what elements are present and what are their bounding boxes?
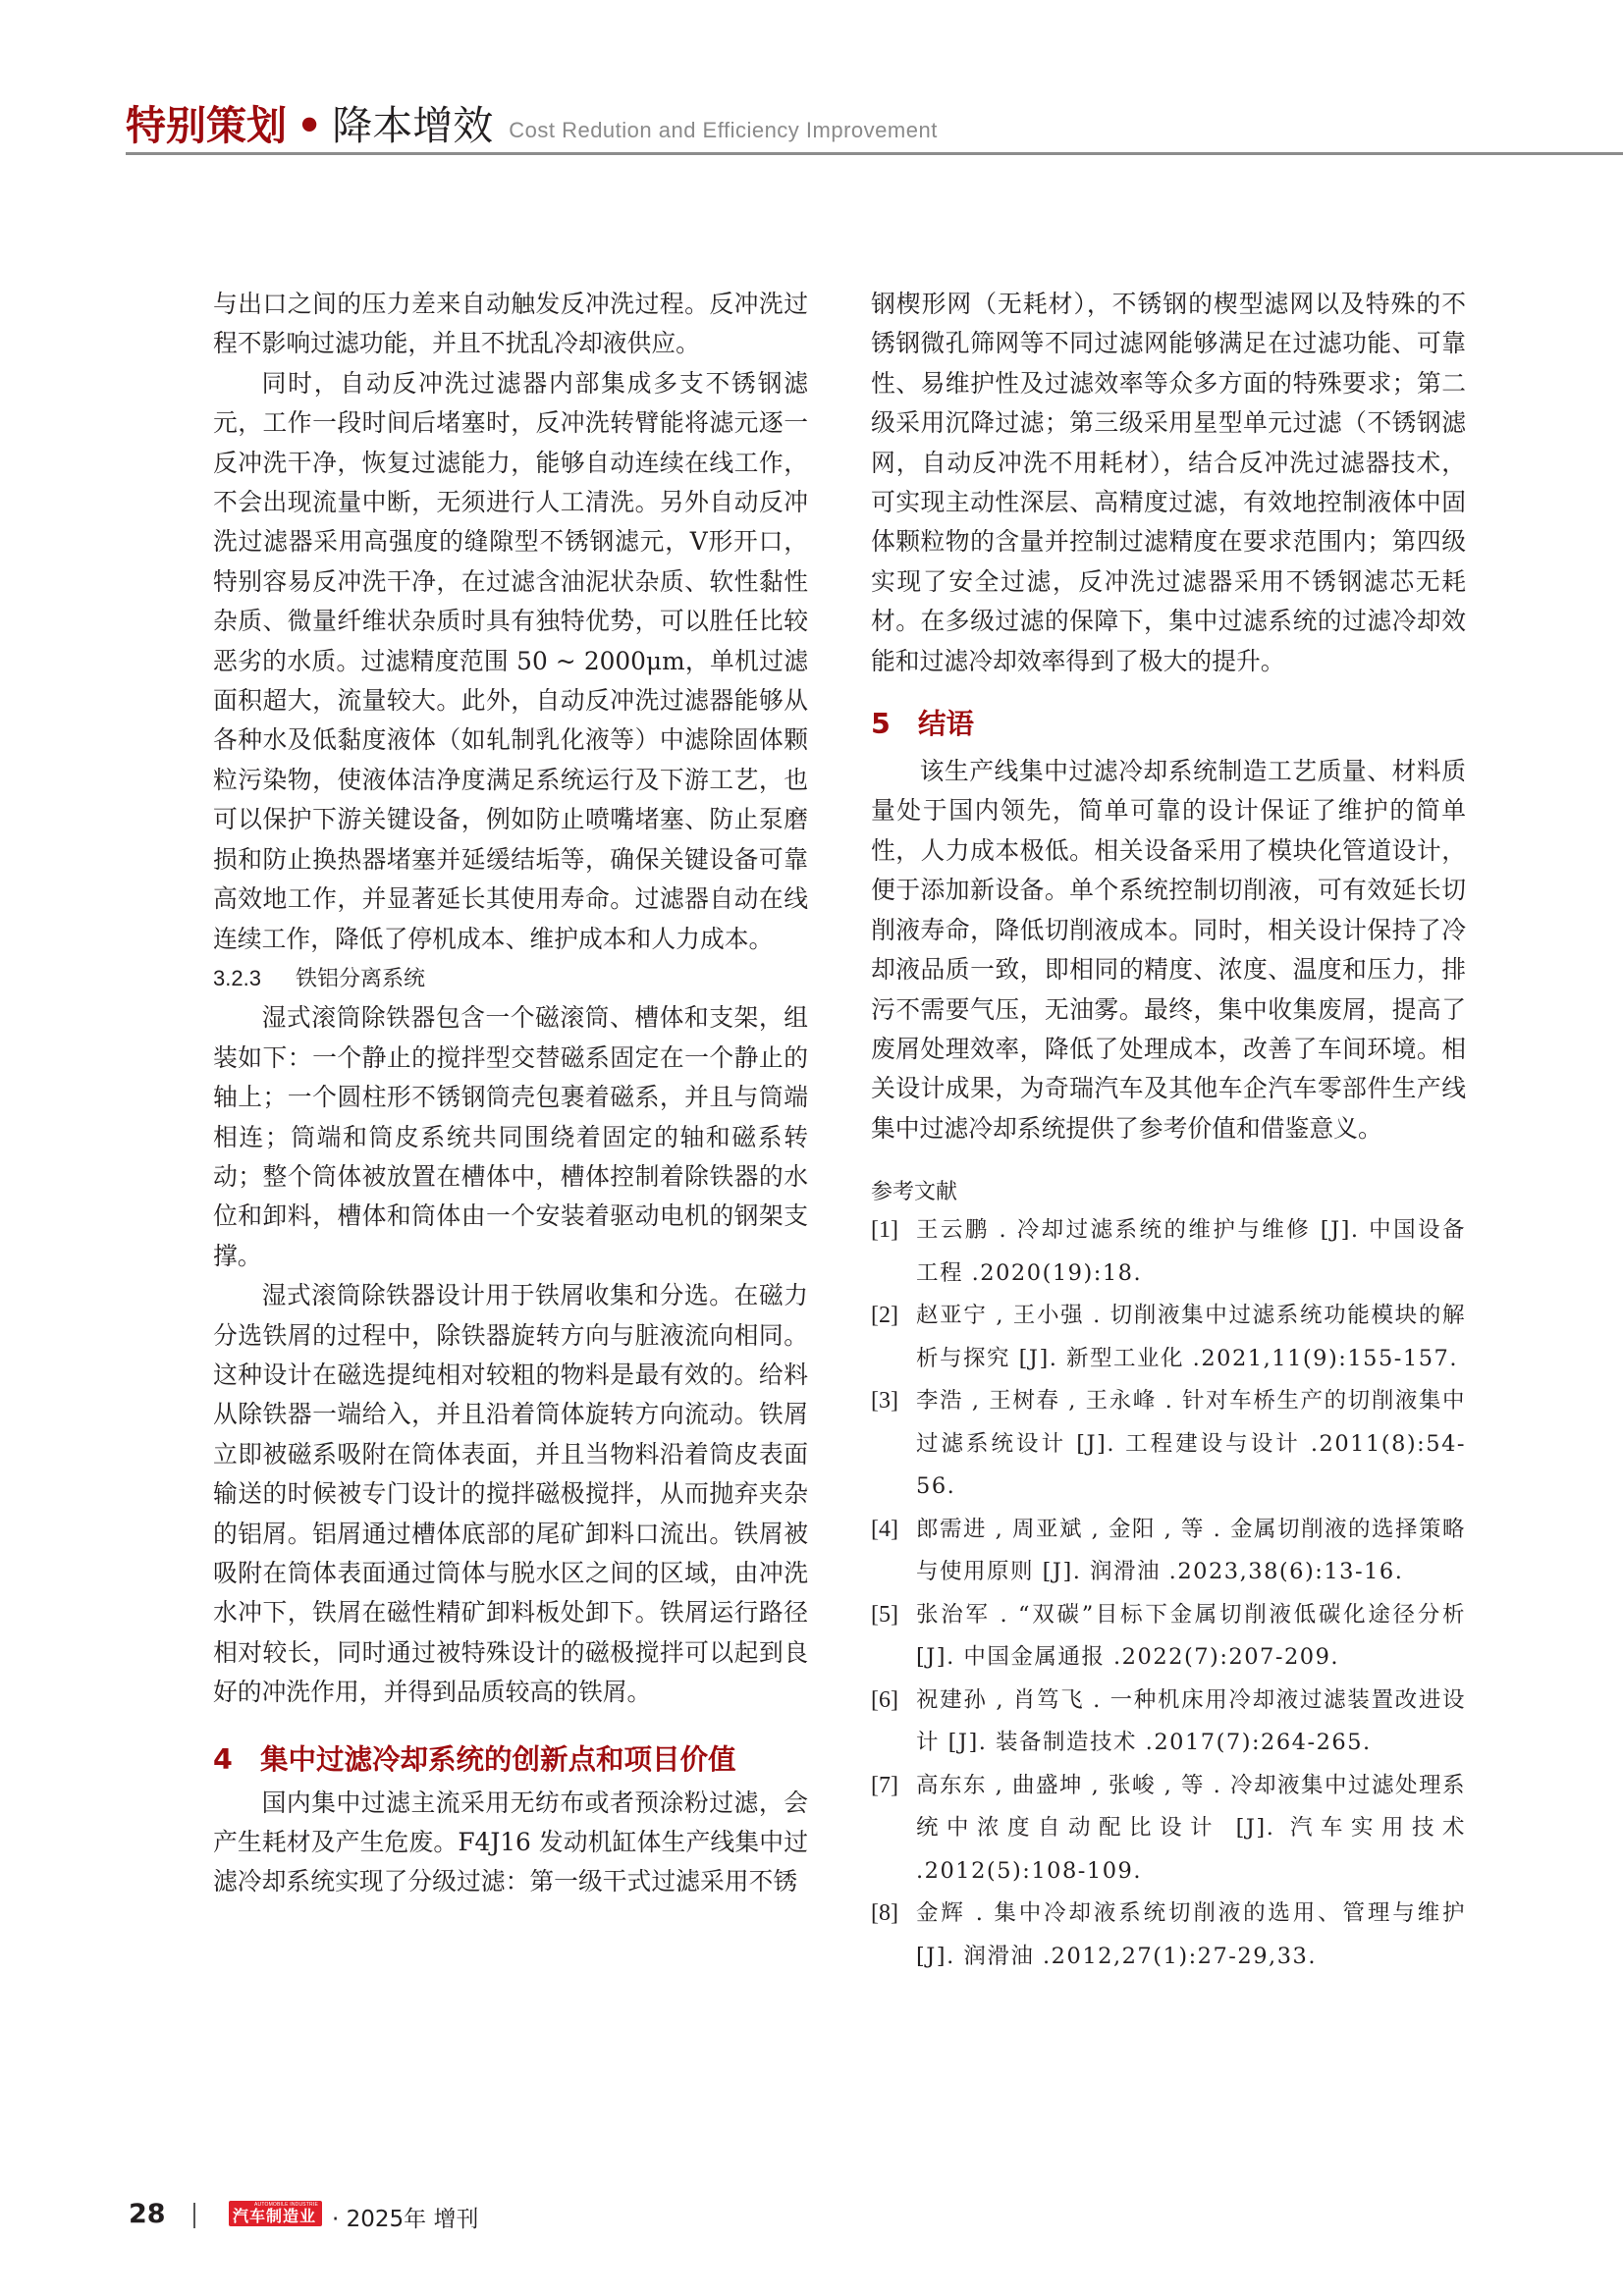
references-list — [871, 1209, 1466, 1978]
header-section-label: 特别策划 — [126, 102, 287, 149]
left-column — [213, 285, 808, 1902]
reference-item — [871, 1295, 1466, 1380]
header-rule — [126, 152, 1623, 155]
magazine-logo — [229, 2201, 322, 2226]
reference-number: [3] — [871, 1388, 898, 1415]
logo-text-en: AUTOMOBILE INDUSTRIE — [253, 2202, 318, 2208]
reference-item — [871, 1209, 1466, 1295]
running-header — [126, 98, 1623, 157]
paragraph: 湿式滚筒除铁器设计用于铁屑收集和分选。在磁力分选铁屑的过程中，除铁器旋转方向与脏液流向相同。这种设计在磁选提纯相对较粗的物料是最有效的。给料从除铁器一端给入，并且沿着筒体旋转方向流动。铁屑立即被磁系吸附在筒体表面，并且当物料沿着筒皮表面输送的时候被专门设计的搅拌磁极搅拌，从而抛弃夹杂的铝屑。铝屑通过槽体底部的尾矿卸料口流出。铁屑被吸附在筒体表面通过筒体与脱水区之间的区域，由冲洗水冲下，铁屑在磁性精矿卸料板处卸下。铁屑运行路径相对较长，同时通过被特殊设计的磁极搅拌可以起到良好的冲洗作用，并得到品质较高的铁屑。 — [213, 1281, 808, 1707]
section-number: 4 — [213, 1742, 233, 1776]
right-column — [871, 285, 1466, 1978]
references-heading: 参考文献 — [871, 1180, 958, 1205]
page-number: 28 — [129, 2199, 166, 2229]
reference-number: [4] — [871, 1516, 898, 1542]
reference-text: 祝建孙 , 肖笃飞 . 一种机床用冷却液过滤装置改进设计 [J]. 装备制造技术 .2017(7):264-265. — [916, 1686, 1466, 1756]
issue-label: · 2025年 增刊 — [332, 2207, 479, 2232]
section-title: 结语 — [918, 708, 975, 741]
reference-text: 赵亚宁 , 王小强 . 切削液集中过滤系统功能模块的解析与探究 [J]. 新型工业化 .2021,11(9):155-157. — [916, 1303, 1466, 1371]
section-number: 5 — [871, 708, 891, 741]
page-footer — [126, 2197, 715, 2236]
reference-item — [871, 1594, 1466, 1680]
reference-number: [7] — [871, 1772, 898, 1798]
reference-item — [871, 1680, 1466, 1765]
subsection-number: 3.2.3 — [213, 965, 261, 990]
paragraph: 该生产线集中过滤冷却系统制造工艺质量、材料质量处于国内领先，简单可靠的设计保证了维护的简单性，人力成本极低。相关设备采用了模块化管道设计，便于添加新设备。单个系统控制切削液，可有效延长切削液寿命，降低切削液成本。同时，相关设计保持了冷却液品质一致，即相同的精度、浓度、温度和压力，排污不需要气压，无油雾。最终，集中收集废屑，提高了废屑处理效率，降低了处理成本，改善了车间环境。相关设计成果，为奇瑞汽车及其他车企汽车零部件生产线集中过滤冷却系统提供了参考价值和借鉴意义。 — [871, 757, 1466, 1143]
reference-number: [5] — [871, 1601, 898, 1628]
reference-text: 郎需进 , 周亚斌 , 金阳 , 等 . 金属切削液的选择策略与使用原则 [J]. 润滑油 .2023,38(6):13-16. — [916, 1516, 1466, 1585]
reference-text: 李浩 , 王树春 , 王永峰 . 针对车桥生产的切削液集中过滤系统设计 [J]. 工程建设与设计 .2011(8):54-56. — [916, 1388, 1466, 1500]
paragraph: 同时，自动反冲洗过滤器内部集成多支不锈钢滤元，工作一段时间后堵塞时，反冲洗转臂能将滤元逐一反冲洗干净，恢复过滤能力，能够自动连续在线工作，不会出现流量中断，无须进行人工清洗。另外自动反冲洗过滤器采用高强度的缝隙型不锈钢滤元，V形开口，特别容易反冲洗干净，在过滤含油泥状杂质、软性黏性杂质、微量纤维状杂质时具有独特优势，可以胜任比较恶劣的水质。过滤精度范围 50 ~ 2000μm，单机过滤面积超大，流量较大。此外，自动反冲洗过滤器能够从各种水及低黏度液体（如轧制乳化液等）中滤除固体颗粒污染物，使液体洁净度满足系统运行及下游工艺，也可以保护下游关键设备，例如防止喷嘴堵塞、防止泵磨损和防止换热器堵塞并延缓结垢等，确保关键设备可靠高效地工作，并显著延长其使用寿命。过滤器自动在线连续工作，降低了停机成本、维护成本和人力成本。 — [213, 368, 808, 953]
reference-number: [2] — [871, 1303, 898, 1329]
header-separator: • — [297, 102, 323, 149]
logo-text-cn: 汽车制造业 — [233, 2207, 317, 2225]
reference-item — [871, 1893, 1466, 1978]
reference-item — [871, 1509, 1466, 1594]
section-heading — [871, 703, 1466, 746]
reference-text: 高东东 , 曲盛坤 , 张峻 , 等 . 冷却液集中过滤处理系统中浓度自动配比设计 [J]. 汽车实用技术 .2012(5):108-109. — [916, 1772, 1466, 1884]
header-topic: 降本增效 — [332, 102, 494, 149]
reference-text: 王云鹏 . 冷却过滤系统的维护与维修 [J]. 中国设备工程 .2020(19):18. — [916, 1217, 1466, 1286]
subsection-heading — [213, 959, 808, 998]
reference-text: 金辉 . 集中冷却液系统切削液的选用、管理与维护 [J]. 润滑油 .2012,27(1):27-29,33. — [916, 1900, 1466, 1969]
reference-number: [1] — [871, 1217, 898, 1244]
paragraph: 钢楔形网（无耗材），不锈钢的楔型滤网以及特殊的不锈钢微孔筛网等不同过滤网能够满足在过滤功能、可靠性、易维护性及过滤效率等众多方面的特殊要求；第二级采用沉降过滤；第三级采用星型单元过滤（不锈钢滤网，自动反冲洗不用耗材），结合反冲洗过滤器技术，可实现主动性深层、高精度过滤，有效地控制液体中固体颗粒物的含量并控制过滤精度在要求范围内；第四级实现了安全过滤，反冲洗过滤器采用不锈钢滤芯无耗材。在多级过滤的保障下，集中过滤系统的过滤冷却效能和过滤冷却效率得到了极大的提升。 — [871, 290, 1466, 675]
footer-divider — [193, 2203, 195, 2228]
section-title: 集中过滤冷却系统的创新点和项目价值 — [260, 1742, 736, 1776]
reference-item — [871, 1765, 1466, 1894]
subsection-title: 铁铝分离系统 — [296, 965, 426, 990]
header-subtitle-en: Cost Redution and Efficiency Improvement — [509, 118, 938, 142]
paragraph: 与出口之间的压力差来自动触发反冲洗过程。反冲洗过程不影响过滤功能，并且不扰乱冷却液供应。 — [213, 290, 808, 358]
section-heading — [213, 1738, 808, 1782]
paragraph: 国内集中过滤主流采用无纺布或者预涂粉过滤，会产生耗材及产生危废。F4J16 发动机缸体生产线集中过滤冷却系统实现了分级过滤：第一级干式过滤采用不锈 — [213, 1788, 808, 1896]
paragraph: 湿式滚筒除铁器包含一个磁滚筒、槽体和支架，组装如下：一个静止的搅拌型交替磁系固定在一个静止的轴上；一个圆柱形不锈钢筒壳包裹着磁系，并且与筒端相连；筒端和筒皮系统共同围绕着固定的轴和磁系转动；整个筒体被放置在槽体中，槽体控制着除铁器的水位和卸料，槽体和筒体由一个安装着驱动电机的钢架支撑。 — [213, 1003, 808, 1270]
reference-number: [8] — [871, 1900, 898, 1927]
reference-number: [6] — [871, 1686, 898, 1713]
reference-text: 张治军 . “双碳”目标下金属切削液低碳化途径分析 [J]. 中国金属通报 .2022(7):207-209. — [916, 1601, 1466, 1671]
header-title — [126, 102, 938, 154]
reference-item — [871, 1380, 1466, 1509]
